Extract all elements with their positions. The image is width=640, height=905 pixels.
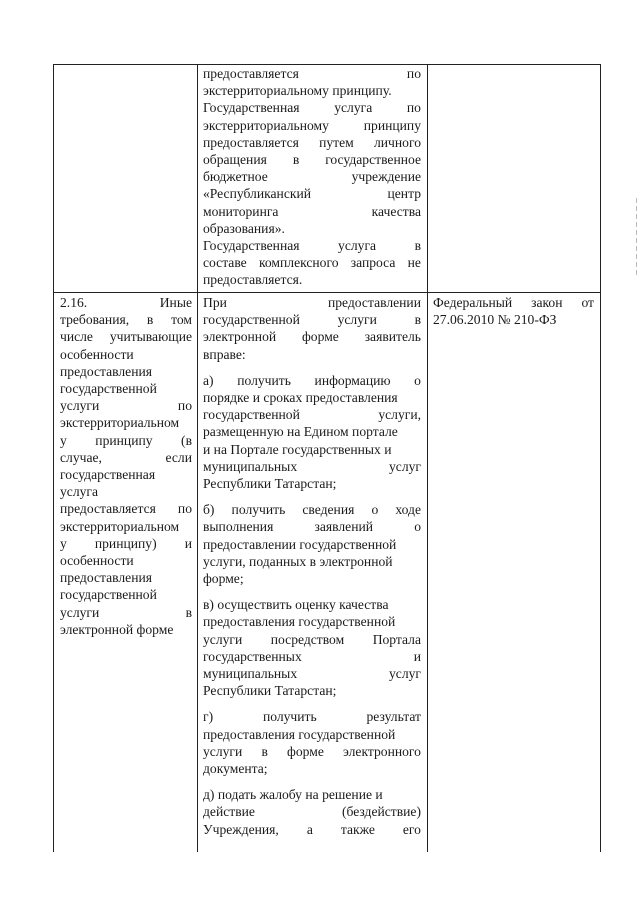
text-line: предоставлении государственной bbox=[203, 536, 397, 552]
text-line: услуги, поданных в электронной bbox=[203, 553, 393, 569]
word: у bbox=[60, 535, 67, 551]
word: закон bbox=[531, 295, 563, 310]
text-line: и на Портале государственных и bbox=[203, 441, 392, 457]
word: сведения bbox=[302, 502, 355, 518]
text-line: д) подать жалобу на решение и bbox=[203, 787, 383, 803]
word: Иные bbox=[159, 295, 192, 310]
word: у bbox=[60, 432, 67, 448]
text-line: государственная bbox=[60, 467, 156, 483]
text-line bbox=[203, 99, 421, 116]
text-line: экстерриториальному принципу. bbox=[203, 83, 392, 99]
word: форме bbox=[302, 329, 339, 345]
word: по bbox=[177, 501, 192, 517]
text-line bbox=[203, 294, 421, 311]
text-line: государственной bbox=[60, 381, 157, 397]
word: г) bbox=[203, 709, 214, 725]
paragraph-gap bbox=[203, 587, 421, 596]
paragraph-gap bbox=[203, 699, 421, 708]
paragraph-gap bbox=[203, 492, 421, 501]
word: бюджетное bbox=[203, 169, 268, 185]
word: по bbox=[406, 66, 421, 81]
text-line: особенности bbox=[60, 553, 134, 569]
word: государственных bbox=[203, 648, 302, 664]
table-border-right bbox=[600, 64, 601, 852]
word: «Республиканский bbox=[203, 186, 312, 202]
word: числе bbox=[60, 329, 93, 345]
text-line bbox=[203, 743, 421, 760]
text-line bbox=[203, 328, 421, 345]
word: получить bbox=[231, 502, 286, 518]
word: услуги bbox=[203, 743, 243, 759]
word: предоставлении bbox=[327, 295, 421, 310]
text-line bbox=[433, 294, 594, 311]
word: если bbox=[165, 449, 192, 465]
text-line bbox=[203, 665, 421, 682]
text-line: государственной bbox=[60, 587, 157, 603]
text-line bbox=[203, 151, 421, 168]
word: б) bbox=[203, 502, 215, 518]
word: его bbox=[402, 821, 421, 837]
word: услуги bbox=[60, 398, 100, 414]
text-line: размещенную на Едином портале bbox=[203, 424, 398, 440]
requirement-title-cell bbox=[60, 294, 192, 638]
word: Государственная bbox=[203, 238, 300, 254]
paragraph bbox=[203, 294, 421, 363]
word: (в bbox=[181, 432, 192, 448]
text-line bbox=[60, 449, 192, 466]
word: услуг bbox=[389, 666, 421, 682]
scan-edge-marks bbox=[634, 195, 638, 335]
word: составе bbox=[203, 255, 247, 271]
text-line: экстерриториальном bbox=[60, 415, 180, 431]
text-line bbox=[203, 803, 421, 820]
word: муниципальных bbox=[203, 666, 298, 682]
word: (бездействие) bbox=[341, 804, 421, 820]
text-line bbox=[203, 631, 421, 648]
word: требования, bbox=[60, 312, 130, 328]
text-line bbox=[203, 185, 421, 202]
word: учитывающие bbox=[109, 329, 192, 345]
word: учреждение bbox=[351, 169, 421, 185]
word: форме bbox=[287, 743, 324, 759]
word: а) bbox=[203, 372, 214, 388]
text-line bbox=[203, 518, 421, 535]
word: информацию bbox=[314, 372, 391, 388]
text-line: предоставления государственной bbox=[203, 726, 396, 742]
text-line bbox=[60, 311, 192, 328]
word: ходе bbox=[395, 502, 421, 518]
paragraph-gap bbox=[203, 363, 421, 372]
word: случае, bbox=[60, 449, 102, 465]
word: и bbox=[184, 535, 192, 551]
paragraph bbox=[203, 786, 421, 838]
text-line: в) осуществить оценку качества bbox=[203, 597, 389, 613]
word: услуга bbox=[338, 238, 377, 254]
word: услуги, bbox=[378, 407, 421, 423]
word: в bbox=[414, 238, 421, 254]
word: обращения bbox=[203, 152, 267, 168]
word: услуги bbox=[60, 604, 100, 620]
word: посредством bbox=[270, 631, 345, 647]
word: электронного bbox=[343, 743, 421, 759]
word: принципу) bbox=[94, 535, 157, 551]
word: Государственная bbox=[203, 100, 300, 116]
text-line: образования». bbox=[203, 220, 285, 236]
text-line bbox=[60, 432, 192, 449]
word: государственное bbox=[325, 152, 421, 168]
word: государственной bbox=[203, 312, 300, 328]
word: от bbox=[581, 295, 594, 310]
text-line bbox=[203, 708, 421, 725]
table-divider-col2 bbox=[427, 64, 428, 852]
word: и bbox=[413, 648, 421, 664]
word: о bbox=[414, 372, 421, 388]
text-line bbox=[60, 535, 192, 552]
word: запроса bbox=[350, 255, 396, 271]
word: не bbox=[407, 255, 421, 271]
word: также bbox=[340, 821, 375, 837]
word: а bbox=[306, 821, 313, 837]
word: том bbox=[171, 312, 192, 328]
paragraph-gap bbox=[203, 777, 421, 786]
word: в bbox=[292, 152, 300, 168]
text-line: предоставления государственной bbox=[203, 614, 396, 630]
word: качества bbox=[371, 203, 421, 219]
text-line: вправе: bbox=[203, 346, 246, 362]
text-line: предоставляется. bbox=[203, 272, 303, 288]
word: личного bbox=[373, 134, 421, 150]
paragraph bbox=[203, 708, 421, 777]
text-line bbox=[203, 311, 421, 328]
text-line bbox=[203, 254, 421, 271]
text-line: форме; bbox=[203, 571, 244, 587]
text-line bbox=[203, 168, 421, 185]
word: Учреждения, bbox=[203, 821, 279, 837]
word: услуга bbox=[334, 100, 373, 116]
word: о bbox=[371, 502, 379, 518]
word: услуги bbox=[337, 312, 377, 328]
text-line: экстерриториальном bbox=[60, 518, 180, 534]
word: о bbox=[414, 519, 421, 535]
text-line bbox=[203, 821, 421, 838]
word: комплексного bbox=[258, 255, 339, 271]
text-line bbox=[60, 328, 192, 345]
text-line: документа; bbox=[203, 761, 268, 777]
word: 2.16. bbox=[60, 295, 88, 310]
word: путем bbox=[319, 134, 354, 150]
word: Портала bbox=[372, 631, 421, 647]
text-line bbox=[203, 648, 421, 665]
table-divider-col1 bbox=[197, 64, 198, 852]
word: принципу bbox=[95, 432, 153, 448]
text-line bbox=[60, 397, 192, 414]
word: мониторинга bbox=[203, 203, 279, 219]
text-line bbox=[60, 604, 192, 621]
word: по bbox=[177, 398, 192, 414]
text-line bbox=[60, 500, 192, 517]
word: предоставляется bbox=[203, 134, 299, 150]
word: Федеральный bbox=[433, 295, 513, 310]
word: в bbox=[146, 312, 154, 328]
word: предоставляется bbox=[60, 501, 156, 517]
text-line: предоставления bbox=[60, 570, 153, 586]
text-line bbox=[203, 203, 421, 220]
paragraph bbox=[203, 596, 421, 699]
text-line: порядке и сроках предоставления bbox=[203, 390, 398, 406]
text-line bbox=[203, 65, 421, 82]
text-line bbox=[203, 117, 421, 134]
word: в bbox=[185, 604, 192, 620]
word: получить bbox=[237, 372, 291, 388]
paragraph bbox=[203, 501, 421, 587]
word: электронной bbox=[203, 329, 277, 345]
word: принципу bbox=[363, 117, 421, 133]
text-line: предоставления bbox=[60, 363, 153, 379]
table-row-divider bbox=[53, 292, 601, 293]
word: государственной bbox=[203, 407, 300, 423]
paragraph bbox=[203, 372, 421, 492]
word: получить bbox=[262, 709, 317, 725]
word: в bbox=[414, 312, 421, 328]
text-line: особенности bbox=[60, 346, 134, 362]
text-line bbox=[203, 458, 421, 475]
word: При bbox=[203, 295, 227, 310]
text-line bbox=[203, 372, 421, 389]
top-row-service-text bbox=[203, 65, 421, 289]
text-line bbox=[203, 134, 421, 151]
word: в bbox=[261, 743, 268, 759]
text-line: электронной форме bbox=[60, 621, 174, 637]
word: экстерриториальному bbox=[203, 117, 329, 133]
text-line: услуга bbox=[60, 484, 99, 500]
word: центр bbox=[387, 186, 421, 202]
word: предоставляется bbox=[203, 66, 299, 81]
word: заявлений bbox=[314, 519, 374, 535]
text-line: Республики Татарстан; bbox=[203, 683, 337, 699]
word: услуги bbox=[203, 631, 243, 647]
word: услуг bbox=[389, 458, 421, 474]
requirement-content-cell bbox=[203, 294, 421, 838]
word: по bbox=[406, 100, 421, 116]
word: действие bbox=[203, 804, 255, 820]
word: результат bbox=[366, 709, 421, 725]
text-line bbox=[203, 501, 421, 518]
text-line: Республики Татарстан; bbox=[203, 476, 337, 492]
text-line bbox=[203, 406, 421, 423]
word: заявитель bbox=[364, 329, 421, 345]
table-border-left bbox=[53, 64, 54, 852]
word: выполнения bbox=[203, 519, 274, 535]
text-line bbox=[60, 294, 192, 311]
text-line bbox=[203, 237, 421, 254]
word: муниципальных bbox=[203, 458, 298, 474]
text-line: 27.06.2010 № 210-ФЗ bbox=[433, 312, 557, 328]
legal-basis-cell bbox=[433, 294, 594, 328]
